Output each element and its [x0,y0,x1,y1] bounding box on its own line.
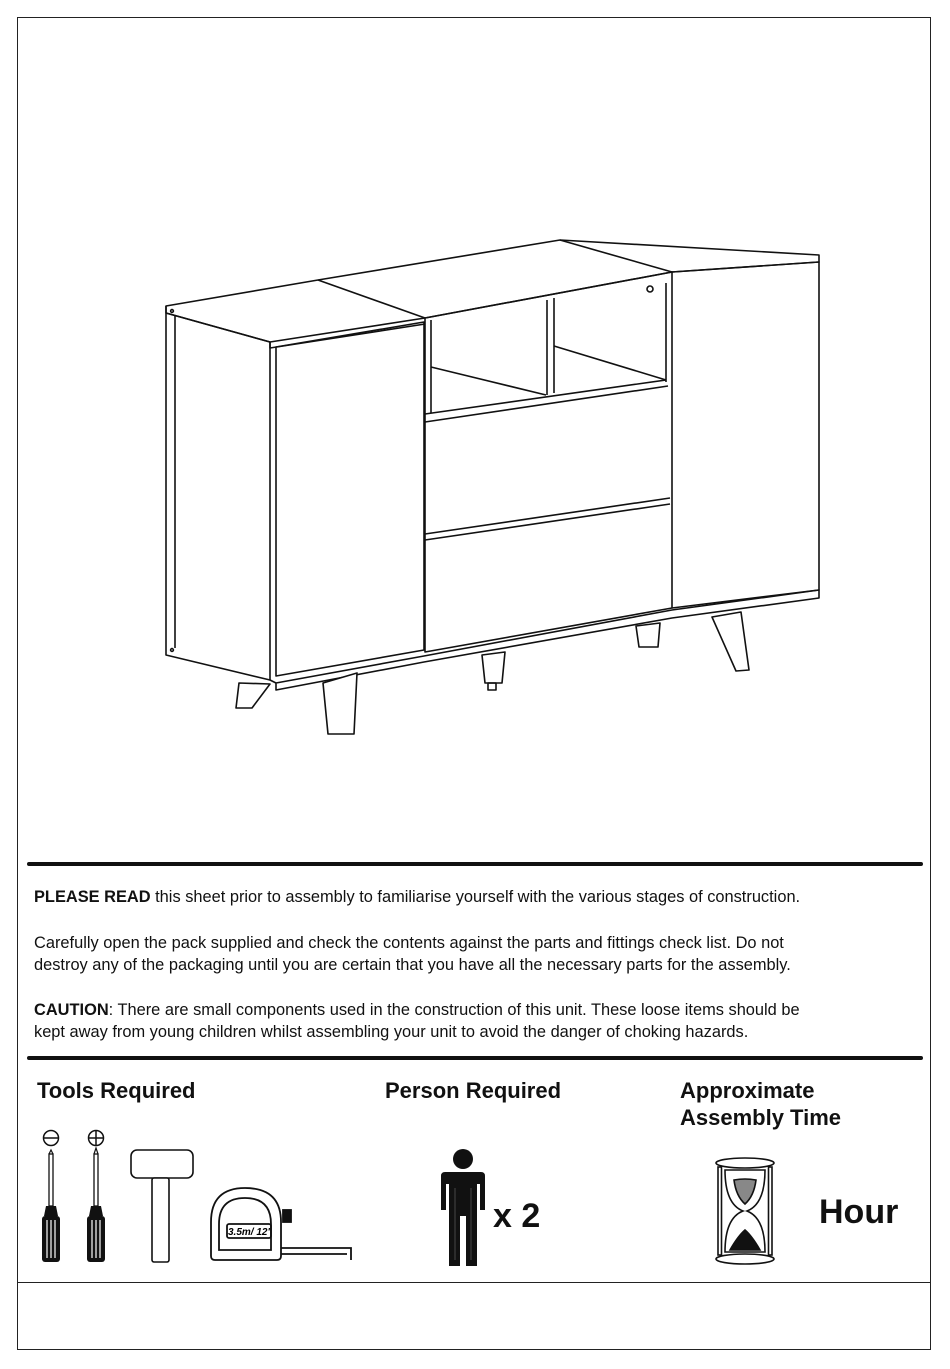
hammer-icon [128,1146,196,1268]
assembly-time-value: Hour [819,1193,899,1231]
please-read-paragraph [34,886,914,908]
person-icon [439,1148,489,1266]
persons-heading: Person Required [385,1078,562,1103]
caution-line-1: : There are small components used in the construction of this unit. These loose items should be [108,1001,800,1019]
tools-heading: Tools Required [37,1078,196,1103]
time-heading-line-1: Approximate [680,1078,815,1103]
carefully-paragraph [34,932,914,976]
tape-measure-icon [205,1182,355,1268]
tape-measure-label: 3.5m/ 12' [228,1227,270,1238]
top-divider [27,862,923,866]
caution-line-2: kept away from young children whilst assembling your unit to avoid the danger of choking hazards. [34,1023,749,1041]
please-read-label: PLEASE READ [34,888,151,906]
time-heading [680,1077,841,1131]
flathead-screwdriver-icon [36,1126,68,1268]
hourglass-icon [712,1156,778,1266]
phillips-screwdriver-icon [80,1126,112,1268]
carefully-line-1: Carefully open the pack supplied and check the contents against the parts and fittings check list. Do not [34,934,784,952]
time-heading-line-2: Assembly Time [680,1105,842,1130]
person-count: x 2 [493,1197,541,1235]
carefully-line-2: destroy any of the packaging until you are certain that you have all the necessary parts for the assembly. [34,956,791,974]
caution-paragraph [34,999,914,1043]
please-read-text: this sheet prior to assembly to familiarise yourself with the various stages of construction. [150,888,801,906]
footer-divider [17,1282,931,1283]
caution-label: CAUTION [34,1001,109,1019]
sideboard-illustration [150,230,840,750]
bottom-divider [27,1056,923,1060]
